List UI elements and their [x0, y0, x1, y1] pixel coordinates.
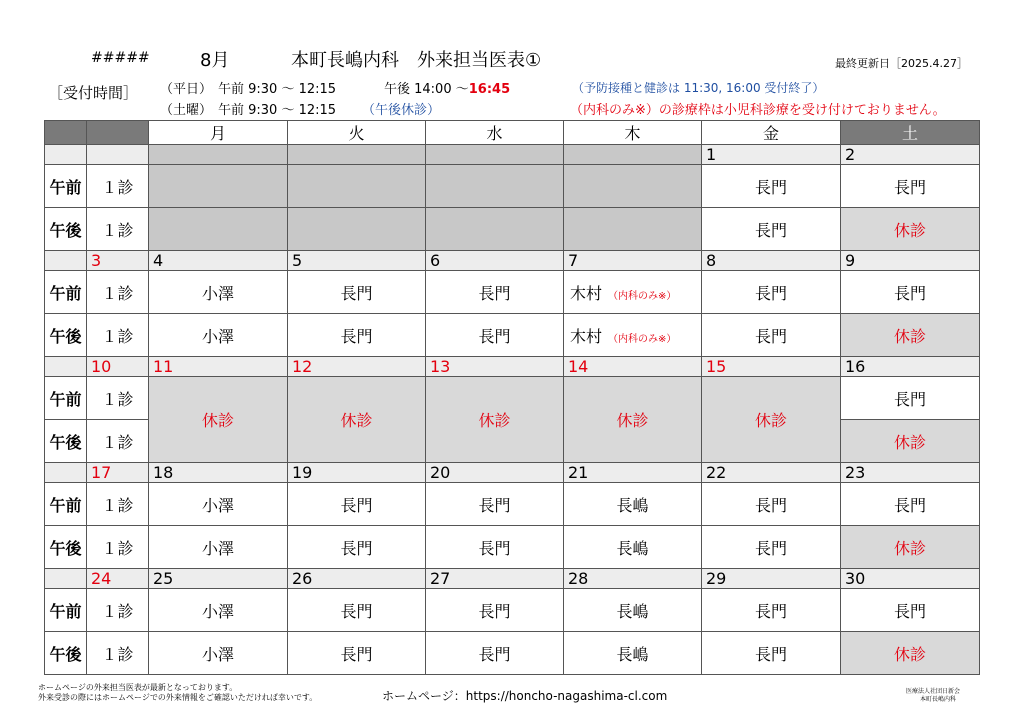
doctor-name: 木村	[570, 326, 603, 346]
am-row	[45, 483, 980, 526]
date-cell: 20	[426, 463, 564, 483]
date-cell	[288, 145, 426, 165]
schedule-cell: 長門	[702, 526, 841, 569]
date-row	[45, 357, 980, 377]
date-cell: 26	[288, 569, 426, 589]
am-label: 午前	[45, 377, 87, 420]
schedule-cell: 小澤	[149, 314, 288, 357]
schedule-cell	[426, 208, 564, 251]
clinic-no-label: １診	[87, 483, 149, 526]
weekday-pm-end: 16:45	[468, 82, 511, 97]
day-header-row	[45, 121, 980, 145]
schedule-cell-closed: 休診	[841, 314, 980, 357]
pm-row	[45, 526, 980, 569]
weekday-am-hours: 午前 9:30 ～ 12:15	[218, 82, 337, 97]
date-cell: 17	[87, 463, 149, 483]
date-row	[45, 145, 980, 165]
internal-only-note: （内科のみ※）	[608, 290, 677, 302]
schedule-cell: 長門	[426, 483, 564, 526]
pm-label: 午後	[45, 526, 87, 569]
pm-label: 午後	[45, 420, 87, 463]
date-cell: 11	[149, 357, 288, 377]
date-cell: 5	[288, 251, 426, 271]
date-cell: 18	[149, 463, 288, 483]
schedule-cell: 長門	[288, 589, 426, 632]
schedule-cell	[149, 208, 288, 251]
saturday-am-hours: 午前 9:30 ～ 12:15	[218, 103, 337, 118]
weekday-label: （平日）	[160, 82, 213, 97]
pm-row	[45, 208, 980, 251]
date-cell	[45, 357, 87, 377]
schedule-cell	[564, 165, 702, 208]
schedule-cell: 長門	[841, 589, 980, 632]
date-cell: 29	[702, 569, 841, 589]
date-cell: 23	[841, 463, 980, 483]
pm-row	[45, 632, 980, 675]
day-header-wed: 水	[426, 121, 564, 145]
am-row	[45, 377, 980, 420]
date-cell: 21	[564, 463, 702, 483]
doctor-name: 木村	[570, 283, 603, 303]
schedule-cell: 長門	[841, 483, 980, 526]
clinic-no-label: １診	[87, 632, 149, 675]
schedule-cell: 長門	[288, 632, 426, 675]
am-row	[45, 165, 980, 208]
day-header-sat: 土	[841, 121, 980, 145]
date-cell	[564, 145, 702, 165]
schedule-cell: 長門	[702, 632, 841, 675]
header-blank	[45, 121, 87, 145]
date-cell: 19	[288, 463, 426, 483]
schedule-cell: 長門	[702, 483, 841, 526]
schedule-cell-closed: 休診	[288, 377, 426, 463]
date-cell: 14	[564, 357, 702, 377]
date-cell: 10	[87, 357, 149, 377]
date-cell: 2	[841, 145, 980, 165]
footer-note-1: ホームページの外来担当医表が最新となっております。	[38, 683, 238, 692]
weekday-pm-hours: 午後 14:00 ～16:45	[384, 82, 511, 97]
schedule-cell-closed: 休診	[702, 377, 841, 463]
reception-hours-label: ［受付時間］	[48, 84, 139, 102]
schedule-cell	[564, 271, 702, 314]
date-row	[45, 569, 980, 589]
date-cell: 25	[149, 569, 288, 589]
schedule-cell-closed: 休診	[564, 377, 702, 463]
schedule-cell-closed: 休診	[841, 526, 980, 569]
schedule-cell: 長門	[841, 377, 980, 420]
schedule-cell: 小澤	[149, 632, 288, 675]
schedule-cell	[149, 165, 288, 208]
date-cell: 13	[426, 357, 564, 377]
schedule-cell-closed: 休診	[841, 208, 980, 251]
date-row	[45, 251, 980, 271]
schedule-cell-closed: 休診	[841, 632, 980, 675]
date-cell: 30	[841, 569, 980, 589]
pediatric-note: （内科のみ※）の診療枠は小児科診療を受け付けておりません。	[570, 103, 946, 118]
schedule-cell: 長門	[288, 483, 426, 526]
pm-label: 午後	[45, 208, 87, 251]
saturday-label: （土曜）	[160, 103, 213, 118]
clinic-no-label: １診	[87, 377, 149, 420]
schedule-cell: 長門	[702, 314, 841, 357]
date-cell	[45, 251, 87, 271]
am-label: 午前	[45, 483, 87, 526]
clinic-no-label: １診	[87, 208, 149, 251]
date-cell: 8	[702, 251, 841, 271]
schedule-cell: 長嶋	[564, 589, 702, 632]
date-cell: 9	[841, 251, 980, 271]
schedule-cell: 小澤	[149, 483, 288, 526]
pm-label: 午後	[45, 632, 87, 675]
clinic-no-label: １診	[87, 420, 149, 463]
am-label: 午前	[45, 271, 87, 314]
schedule-cell: 長門	[288, 314, 426, 357]
date-cell	[45, 145, 87, 165]
schedule-cell: 長門	[702, 165, 841, 208]
schedule-cell	[288, 208, 426, 251]
day-header-thu: 木	[564, 121, 702, 145]
last-updated: 最終更新日［2025.4.27］	[835, 57, 968, 70]
schedule-cell	[426, 165, 564, 208]
schedule-cell-closed: 休診	[149, 377, 288, 463]
date-cell	[426, 145, 564, 165]
day-header-fri: 金	[702, 121, 841, 145]
date-cell: 1	[702, 145, 841, 165]
pm-row	[45, 314, 980, 357]
schedule-cell: 長門	[426, 314, 564, 357]
clinic-no-label: １診	[87, 314, 149, 357]
schedule-cell: 長門	[288, 526, 426, 569]
date-cell: 6	[426, 251, 564, 271]
clinic-no-label: １診	[87, 271, 149, 314]
schedule-cell-closed: 休診	[841, 420, 980, 463]
clinic-no-label: １診	[87, 589, 149, 632]
clinic-name-footer: 本町長嶋内科	[920, 696, 957, 703]
date-cell: 27	[426, 569, 564, 589]
schedule-cell: 長門	[702, 589, 841, 632]
date-cell: 24	[87, 569, 149, 589]
schedule-cell: 長門	[702, 208, 841, 251]
saturday-pm-closed: （午後休診）	[362, 103, 441, 118]
am-label: 午前	[45, 165, 87, 208]
am-row	[45, 271, 980, 314]
vaccine-note: （予防接種と健診は 11:30, 16:00 受付終了）	[572, 81, 825, 95]
date-cell: 12	[288, 357, 426, 377]
homepage-link[interactable]: ホームページ：https://honcho-nagashima-cl.com	[382, 689, 668, 703]
schedule-cell: 長門	[426, 589, 564, 632]
clinic-no-label: １診	[87, 526, 149, 569]
schedule-cell	[288, 165, 426, 208]
day-header-mon: 月	[149, 121, 288, 145]
am-row	[45, 589, 980, 632]
pm-label: 午後	[45, 314, 87, 357]
schedule-cell	[564, 208, 702, 251]
day-header-tue: 火	[288, 121, 426, 145]
date-cell: 28	[564, 569, 702, 589]
date-cell	[87, 145, 149, 165]
date-cell	[45, 569, 87, 589]
schedule-cell: 長門	[426, 632, 564, 675]
schedule-cell: 長門	[426, 271, 564, 314]
schedule-cell	[564, 314, 702, 357]
clinic-no-label: １診	[87, 165, 149, 208]
schedule-cell: 長門	[288, 271, 426, 314]
schedule-cell: 長門	[841, 165, 980, 208]
header-blank	[87, 121, 149, 145]
schedule-cell: 長嶋	[564, 483, 702, 526]
am-label: 午前	[45, 589, 87, 632]
date-cell: 15	[702, 357, 841, 377]
schedule-cell: 小澤	[149, 526, 288, 569]
date-cell: 16	[841, 357, 980, 377]
date-cell	[149, 145, 288, 165]
schedule-cell: 長嶋	[564, 632, 702, 675]
date-cell: 4	[149, 251, 288, 271]
schedule-cell: 長門	[841, 271, 980, 314]
schedule-cell: 小澤	[149, 589, 288, 632]
schedule-cell: 長門	[426, 526, 564, 569]
schedule-table	[44, 120, 980, 675]
month-label: 8月	[200, 50, 230, 71]
hash-marks: #####	[91, 50, 150, 66]
corporation-name: 医療法人社団日新会	[906, 688, 961, 695]
date-cell: 3	[87, 251, 149, 271]
date-cell: 22	[702, 463, 841, 483]
date-row	[45, 463, 980, 483]
schedule-cell: 小澤	[149, 271, 288, 314]
page-title: 本町長嶋内科 外来担当医表①	[291, 50, 542, 71]
date-cell	[45, 463, 87, 483]
schedule-cell: 長嶋	[564, 526, 702, 569]
date-cell: 7	[564, 251, 702, 271]
internal-only-note: （内科のみ※）	[608, 333, 677, 345]
schedule-cell: 長門	[702, 271, 841, 314]
schedule-cell-closed: 休診	[426, 377, 564, 463]
footer-note-2: 外来受診の際にはホームページでの外来情報をご確認いただければ幸いです。	[38, 693, 318, 702]
